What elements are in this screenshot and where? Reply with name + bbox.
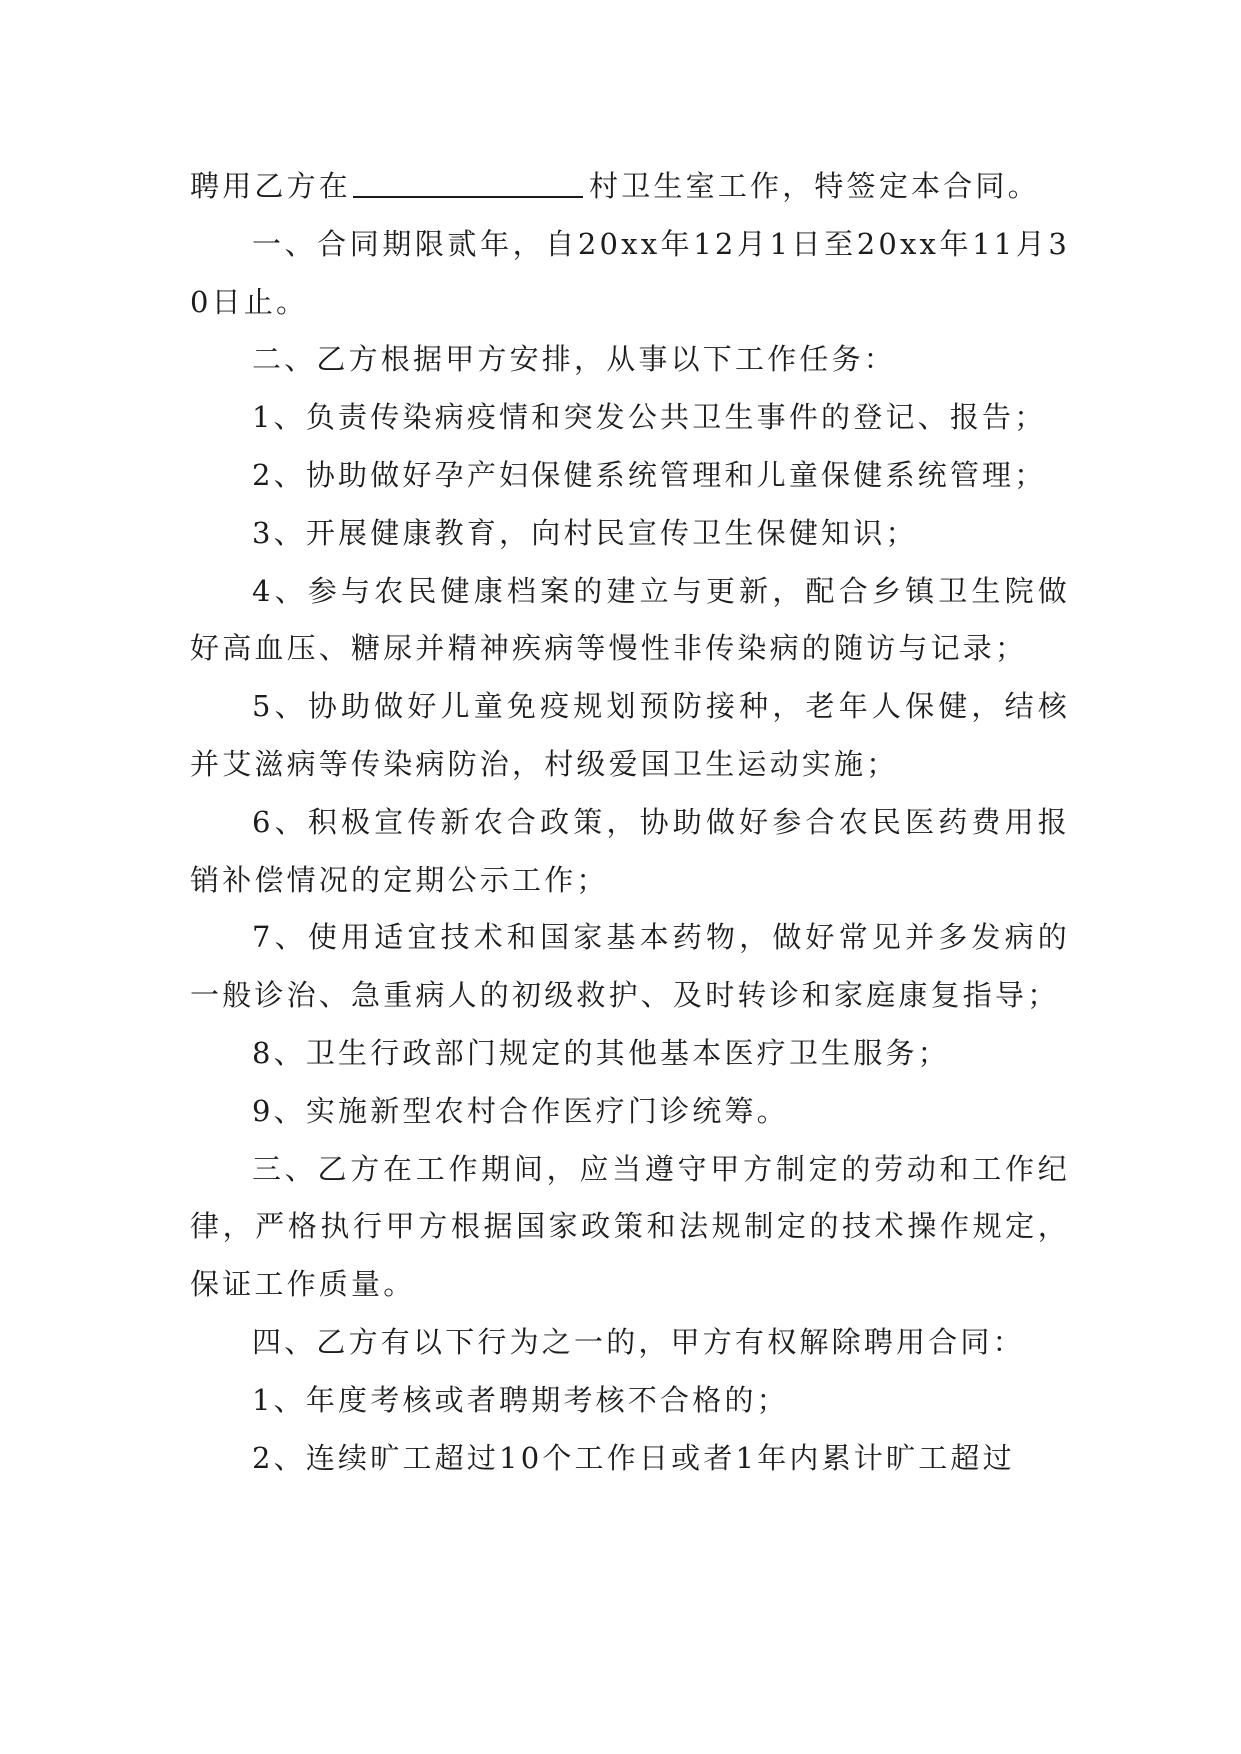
paragraph-duties-heading: 二、乙方根据甲方安排，从事以下工作任务：: [252, 342, 897, 377]
paragraph-term: 一、合同期限贰年，自20xx年12月1日至20xx年11月30日止。: [190, 226, 1070, 319]
hire-text-before: 聘用乙方在: [190, 169, 352, 203]
paragraph-duty-1: 1、负责传染病疫情和突发公共卫生事件的登记、报告；: [252, 400, 1047, 435]
paragraph-duty-7: 7、使用适宜技术和国家基本药物，做好常见并多发病的一般诊治、急重病人的初级救护、及时转诊和家庭康复指导；: [190, 920, 1070, 1013]
paragraph-duty-4: 4、参与农民健康档案的建立与更新，配合乡镇卫生院做好高血压、糖尿并精神疾病等慢性非传染病的随访与记录；: [190, 573, 1070, 666]
paragraph-hire-location: [190, 158, 1070, 216]
hire-text-after: 村卫生室工作，特签定本合同。: [589, 169, 1040, 203]
document-body: [190, 158, 1070, 1487]
paragraph-duty-3: 3、开展健康教育，向村民宣传卫生保健知识；: [252, 515, 918, 550]
paragraph-termination-1: 1、年度考核或者聘期考核不合格的；: [252, 1382, 789, 1417]
paragraph-duty-6: 6、积极宣传新农合政策，协助做好参合农民医药费用报销补偿情况的定期公示工作；: [190, 804, 1070, 897]
paragraph-termination-2: 2、连续旷工超过10个工作日或者1年内累计旷工超过: [252, 1440, 1015, 1475]
village-name-blank: [353, 166, 583, 198]
paragraph-discipline: 三、乙方在工作期间，应当遵守甲方制定的劳动和工作纪律，严格执行甲方根据国家政策和法规制定的技术操作规定，保证工作质量。: [190, 1151, 1070, 1302]
paragraph-duty-8: 8、卫生行政部门规定的其他基本医疗卫生服务；: [252, 1035, 950, 1070]
paragraph-duty-9: 9、实施新型农村合作医疗门诊统筹。: [252, 1093, 789, 1128]
paragraph-duty-2: 2、协助做好孕产妇保健系统管理和儿童保健系统管理；: [252, 457, 1047, 492]
paragraph-duty-5: 5、协助做好儿童免疫规划预防接种，老年人保健，结核并艾滋病等传染病防治，村级爱国卫生运动实施；: [190, 689, 1070, 781]
paragraph-termination-heading: 四、乙方有以下行为之一的，甲方有权解除聘用合同：: [252, 1324, 1025, 1359]
